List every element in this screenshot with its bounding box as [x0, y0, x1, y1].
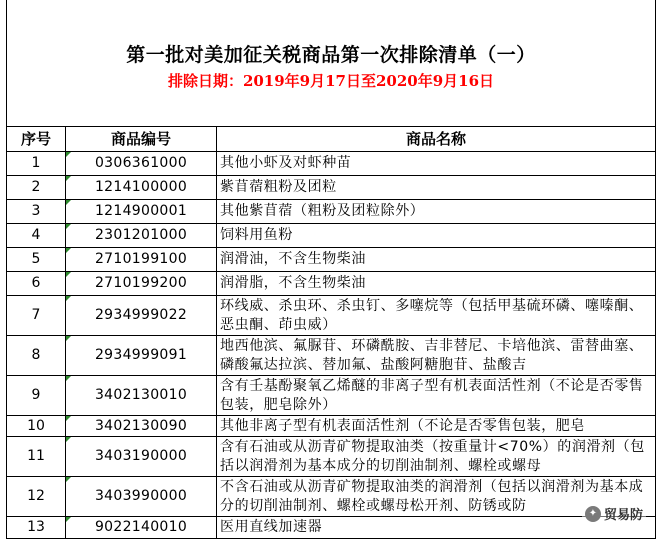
- table-row: [7, 176, 656, 200]
- table-row: [7, 437, 656, 477]
- row-name: 其他小虾及对虾种苗: [217, 152, 656, 176]
- row-name-cell: [217, 437, 656, 477]
- watermark-text: 贸易防: [603, 508, 643, 523]
- row-name-cell: [217, 376, 656, 416]
- column-header-code: 商品编号: [66, 127, 217, 152]
- exclusion-date-subtitle: 排除日期：2019年9月17日至2020年9月16日: [167, 72, 495, 90]
- table-row: [7, 416, 656, 437]
- row-code: 0306361000: [66, 152, 217, 176]
- row-name: 环线威、杀虫环、杀虫钉、多噻烷等（包括甲基硫环磷、噻嗪酮、恶虫酮、茚虫威）: [220, 297, 644, 333]
- row-name: 润滑脂，不含生物柴油: [217, 272, 656, 296]
- row-code: 2301201000: [66, 224, 217, 248]
- row-no: 5: [7, 248, 66, 272]
- row-name: 含有壬基酚聚氧乙烯醚的非离子型有机表面活性剂（不论是否零售包装，肥皂除外）: [220, 377, 644, 413]
- row-no: 12: [7, 477, 66, 517]
- row-code: 9022140010: [66, 517, 217, 539]
- row-code: 1214100000: [66, 176, 217, 200]
- account-watermark: [582, 504, 646, 523]
- table-row: [7, 200, 656, 224]
- table-row: [7, 477, 656, 517]
- row-no: 9: [7, 376, 66, 416]
- row-name: 其他非离子型有机表面活性剂（不论是否零售包装，肥皂: [220, 417, 585, 434]
- row-no: 10: [7, 416, 66, 437]
- row-code: 1214900001: [66, 200, 217, 224]
- row-code: 2710199200: [66, 272, 217, 296]
- row-code: 3403990000: [66, 477, 217, 517]
- table-row: [7, 517, 656, 539]
- row-code: 2710199100: [66, 248, 217, 272]
- row-name: 含有石油或从沥青矿物提取油类（按重量计<70%）的润滑剂（包括以润滑剂为基本成分的切削油制剂、螺栓或螺母: [220, 438, 645, 474]
- row-name-cell: [217, 416, 656, 437]
- row-no: 6: [7, 272, 66, 296]
- row-code: 3403190000: [66, 437, 217, 477]
- row-name: 地西他滨、氟脲苷、环磷酰胺、吉非替尼、卡培他滨、雷替曲塞、磷酸氟达拉滨、替加氟、盐酸阿糖胞苷、盐酸吉: [220, 337, 644, 373]
- title-area: [6, 0, 656, 126]
- row-no: 8: [7, 336, 66, 376]
- row-no: 4: [7, 224, 66, 248]
- row-name: 饲料用鱼粉: [217, 224, 656, 248]
- column-header-no: 序号: [7, 127, 66, 152]
- row-name-cell: [217, 336, 656, 376]
- table-row: [7, 152, 656, 176]
- row-no: 11: [7, 437, 66, 477]
- wechat-account-icon: ✦: [585, 506, 601, 522]
- row-no: 7: [7, 296, 66, 336]
- row-code: 2934999091: [66, 336, 217, 376]
- exclusion-list-table: [6, 126, 656, 539]
- page-title: 第一批对美加征关税商品第一次排除清单（一）: [126, 44, 536, 66]
- row-no: 13: [7, 517, 66, 539]
- table-row: [7, 248, 656, 272]
- row-name: 医用直线加速器: [217, 517, 656, 539]
- table-row: [7, 296, 656, 336]
- table-header-row: [7, 127, 656, 152]
- table-row: [7, 376, 656, 416]
- row-name: 其他紫苜蓿（粗粉及团粒除外）: [217, 200, 656, 224]
- row-name-cell: [217, 296, 656, 336]
- row-no: 3: [7, 200, 66, 224]
- row-name: 紫苜蓿粗粉及团粒: [217, 176, 656, 200]
- column-header-name: 商品名称: [217, 127, 656, 152]
- row-no: 2: [7, 176, 66, 200]
- row-name: 润滑油，不含生物柴油: [217, 248, 656, 272]
- table-row: [7, 336, 656, 376]
- table-row: [7, 272, 656, 296]
- table-row: [7, 224, 656, 248]
- row-no: 1: [7, 152, 66, 176]
- row-code: 3402130010: [66, 376, 217, 416]
- row-code: 2934999022: [66, 296, 217, 336]
- row-name: 不含石油或从沥青矿物提取油类的润滑剂（包括以润滑剂为基本成分的切削油制剂、螺栓或螺母松开剂、防锈或防: [220, 478, 644, 514]
- row-code: 3402130090: [66, 416, 217, 437]
